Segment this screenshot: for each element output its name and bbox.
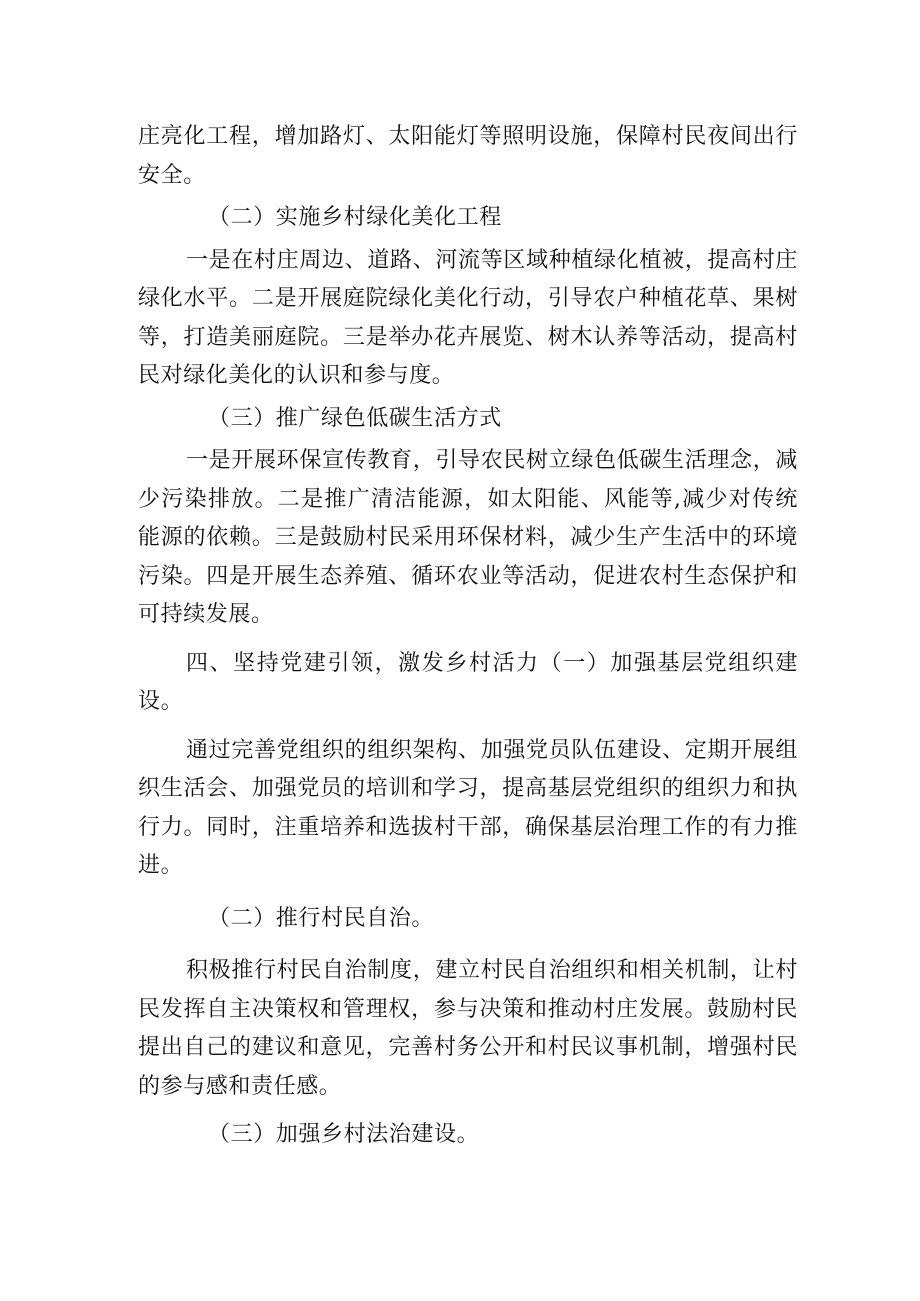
paragraph-party-building-heading: 四、坚持党建引领，激发乡村活力（一）加强基层党组织建设。 <box>138 650 798 714</box>
paragraph-lighting-continuation: 庄亮化工程，增加路灯、太阳能灯等照明设施，保障村民夜间出行安全。 <box>138 124 798 188</box>
section-heading-greening: （二）实施乡村绿化美化工程 <box>208 205 502 230</box>
paragraph-low-carbon: 一是开展环保宣传教育，引导农民树立绿色低碳生活理念，减少污染排放。二是推广清洁能源，如太阳能、风能等,减少对传统能源的依赖。三是鼓励村民采用环保材料，减少生产生活中的环境污染。四是开展生态养殖、循环农业等活动，促进农村生态保护和可持续发展。 <box>138 448 798 627</box>
section-heading-village-autonomy: （二）推行村民自治。 <box>208 905 435 931</box>
paragraph-party-building: 通过完善党组织的组织架构、加强党员队伍建设、定期开展组织生活会、加强党员的培训和学习，提高基层党组织的组织力和执行力。同时，注重培养和选拔村干部，确保基层治理工作的有力推进。 <box>138 737 798 878</box>
section-heading-rule-of-law: （三）加强乡村法治建设。 <box>208 1122 480 1147</box>
paragraph-village-autonomy: 积极推行村民自治制度，建立村民自治组织和相关机制，让村民发挥自主决策权和管理权，参与决策和推动村庄发展。鼓励村民提出自己的建议和意见，完善村务公开和村民议事机制，增强村民的参与感和责任感。 <box>138 958 798 1099</box>
paragraph-greening: 一是在村庄周边、道路、河流等区域种植绿化植被，提高村庄绿化水平。二是开展庭院绿化美化行动，引导农户种植花草、果树等，打造美丽庭院。三是举办花卉展览、树木认养等活动，提高村民对绿化美化的认识和参与度。 <box>138 247 798 388</box>
section-heading-low-carbon: （三）推广绿色低碳生活方式 <box>208 405 502 431</box>
document-body <box>138 118 798 1155</box>
